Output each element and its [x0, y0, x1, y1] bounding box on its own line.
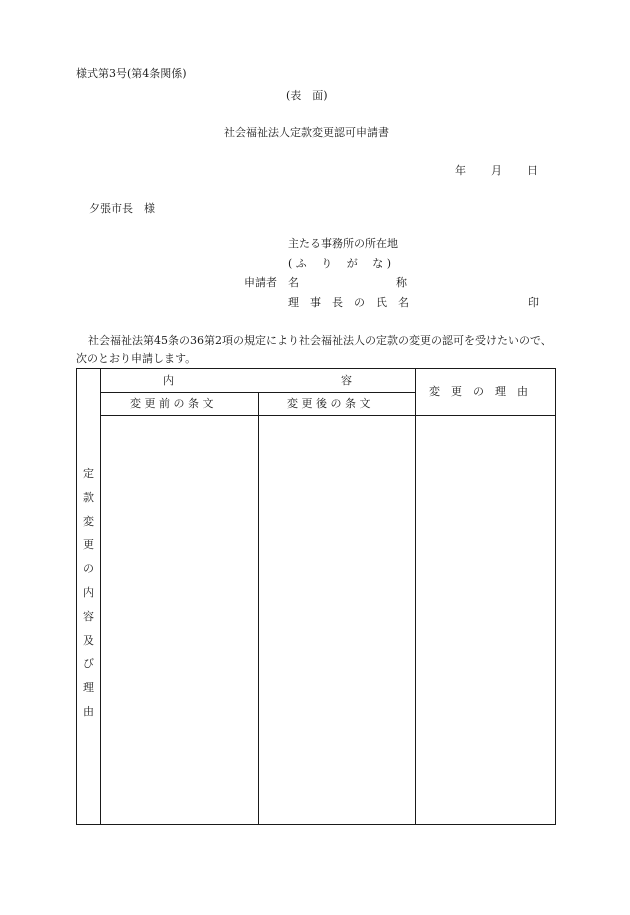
addressee: 夕張市長 様 — [89, 202, 155, 215]
side-heading — [77, 467, 100, 729]
form-number: 様式第3号(第4条関係) — [76, 67, 187, 80]
after-text-cell[interactable] — [259, 416, 415, 824]
date-month-label: 月 — [491, 164, 502, 177]
date-year-label: 年 — [455, 164, 466, 177]
before-text-cell[interactable] — [101, 416, 258, 824]
side-heading-char: 内 — [83, 585, 94, 599]
amendment-table — [76, 368, 556, 825]
table-divider — [101, 392, 415, 393]
name-label-left: 名 — [288, 276, 299, 289]
office-address-label: 主たる事務所の所在地 — [288, 237, 398, 250]
side-heading-char: び — [83, 657, 94, 671]
reason-text-cell[interactable] — [416, 416, 555, 824]
side-heading-char: 定 — [83, 467, 94, 480]
seal-mark: 印 — [528, 296, 539, 309]
side-heading-char: 容 — [83, 609, 94, 623]
document-title: 社会福祉法人定款変更認可申請書 — [224, 126, 389, 139]
side-heading-char: 更 — [83, 538, 94, 552]
content-label-left: 内 — [163, 374, 174, 387]
furigana-label: ( ふ り が な ) — [288, 257, 392, 270]
application-statement: 社会福祉法第45条の36第2項の規定により社会福祉法人の定款の変更の認可を受けたいので、次のとおり申請します。 — [76, 334, 552, 365]
chair-name-label: 理 事 長 の 氏 名 — [288, 296, 409, 309]
side-label: (表 面) — [286, 89, 328, 102]
side-heading-char: 及 — [83, 633, 94, 647]
column-reason-header: 変 更 の 理 由 — [429, 385, 528, 398]
side-heading-char: 理 — [83, 681, 94, 695]
date-day-label: 日 — [527, 164, 538, 177]
column-after-header: 変 更 後 の 条 文 — [287, 397, 371, 410]
side-heading-char: 由 — [83, 704, 94, 718]
side-heading-char: の — [83, 562, 94, 576]
content-label-right: 容 — [341, 374, 352, 387]
name-label-right: 称 — [396, 276, 407, 289]
side-heading-char: 款 — [83, 490, 94, 504]
side-heading-char: 変 — [83, 514, 94, 528]
applicant-label: 申請者 — [244, 276, 277, 289]
column-before-header: 変 更 前 の 条 文 — [130, 397, 214, 410]
